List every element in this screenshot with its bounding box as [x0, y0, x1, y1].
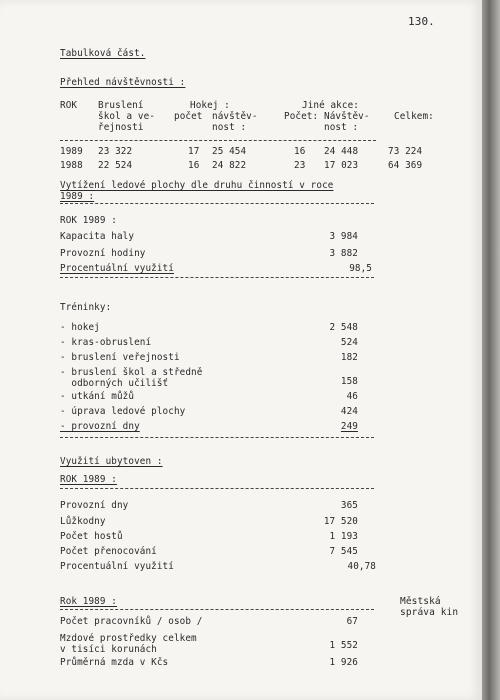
accommodation-label: Počet hostů [60, 531, 123, 542]
staff-value: 1 552 [329, 640, 358, 651]
side-note: Městská správa kin [400, 596, 459, 618]
header-hokej-pocet: počet [174, 111, 203, 122]
row-1989-jine-pocet: 16 [294, 146, 306, 157]
accommodation-value: 40,78 [347, 561, 376, 572]
row-1988-rok: 1988 [60, 160, 83, 171]
header-celkem: Celkem: [394, 111, 434, 122]
ice-item-value: 3 984 [329, 231, 358, 242]
row-1988-hokej-pocet: 16 [188, 160, 200, 171]
training-label: - hokej [60, 322, 100, 333]
ice-item-value: 98,5 [349, 263, 372, 274]
training-value: 524 [340, 337, 358, 348]
header-hokej-navstevnost: návštěv- nost : [212, 111, 258, 133]
ice-item-label: Kapacita haly [60, 231, 135, 242]
row-1988-jine-pocet: 23 [294, 160, 306, 171]
training-value: 249 [340, 421, 358, 432]
section-rule [60, 609, 374, 610]
header-rok: ROK [60, 100, 78, 111]
row-1989-rok: 1989 [60, 146, 83, 157]
row-1988-bruslení: 22 524 [98, 160, 133, 171]
accommodation-value: 365 [340, 500, 358, 511]
accommodation-label: Procentuální využití [60, 561, 174, 572]
accommodation-value: 17 520 [323, 516, 358, 527]
ice-usage-title-line1: Vytížení ledové plochy dle druhu činností v roce [60, 180, 334, 191]
section-rule [60, 277, 374, 278]
header-jine-pocet: Počet: [284, 111, 319, 122]
row-1989-hokej-pocet: 17 [188, 146, 200, 157]
accommodation-label: Provozní dny [60, 500, 129, 511]
training-label: - bruslení veřejnosti [60, 352, 180, 363]
section-rule [60, 437, 374, 438]
visitors-title: Přehled návštěvnosti : [60, 77, 186, 88]
table-rule [60, 140, 376, 141]
row-1988-celkem: 64 369 [388, 160, 423, 171]
staff-value: 67 [346, 616, 358, 627]
accommodation-value: 1 193 [329, 531, 358, 542]
training-value: 46 [346, 391, 358, 402]
trainings-title: Tréninky: [60, 302, 112, 313]
staff-label: Počet pracovníků / osob / [60, 616, 203, 627]
row-1989-jine-navstevnost: 24 448 [324, 146, 359, 157]
training-value: 182 [340, 352, 358, 363]
training-value: 424 [340, 406, 358, 417]
header-bruslení: Bruslení škol a ve- řejnosti [98, 100, 155, 133]
row-1989-hokej-navstevnost: 25 454 [212, 146, 247, 157]
staff-value: 1 926 [329, 657, 358, 668]
ice-year-label: ROK 1989 : [60, 215, 117, 226]
staff-year-label: Rok 1989 : [60, 596, 117, 607]
training-label: - provozní dny [60, 421, 140, 432]
page-number: 130. [408, 15, 435, 28]
training-label: - kras-obruslení [60, 337, 152, 348]
row-1989-bruslení: 23 322 [98, 146, 133, 157]
training-label: - utkání můžů [60, 391, 135, 402]
accommodation-label: Lůžkodny [60, 516, 106, 527]
header-jine-navstevnost: Návštěv- nost : [324, 111, 370, 133]
ice-item-value: 3 882 [329, 248, 358, 259]
section-rule [60, 488, 374, 489]
section-title: Tabulková část. [60, 48, 146, 59]
row-1989-celkem: 73 224 [388, 146, 423, 157]
staff-label: Průměrná mzda v Kčs [60, 657, 169, 668]
training-label: - bruslení škol a středně odborných učilišť [60, 367, 203, 389]
accommodation-year-label: ROK 1989 : [60, 474, 117, 485]
accommodation-value: 7 545 [329, 546, 358, 557]
accommodation-title: Využití ubytoven : [60, 456, 163, 467]
ice-usage-title-line2: 1989 : [60, 191, 95, 202]
header-hokej-group: Hokej : [190, 100, 230, 111]
ice-item-label: Procentuální využití [60, 263, 174, 274]
training-value: 158 [340, 376, 358, 387]
training-label: - úprava ledové plochy [60, 406, 186, 417]
header-jine-group: Jiné akce: [302, 100, 359, 111]
ice-item-label: Provozní hodiny [60, 248, 146, 259]
training-value: 2 548 [329, 322, 358, 333]
page-edge-shadow [482, 0, 500, 700]
row-1988-jine-navstevnost: 17 023 [324, 160, 359, 171]
staff-label: Mzdové prostředky celkem v tisíci korunách [60, 633, 197, 655]
accommodation-label: Počet přenocování [60, 546, 157, 557]
section-rule [60, 203, 374, 204]
row-1988-hokej-navstevnost: 24 822 [212, 160, 247, 171]
